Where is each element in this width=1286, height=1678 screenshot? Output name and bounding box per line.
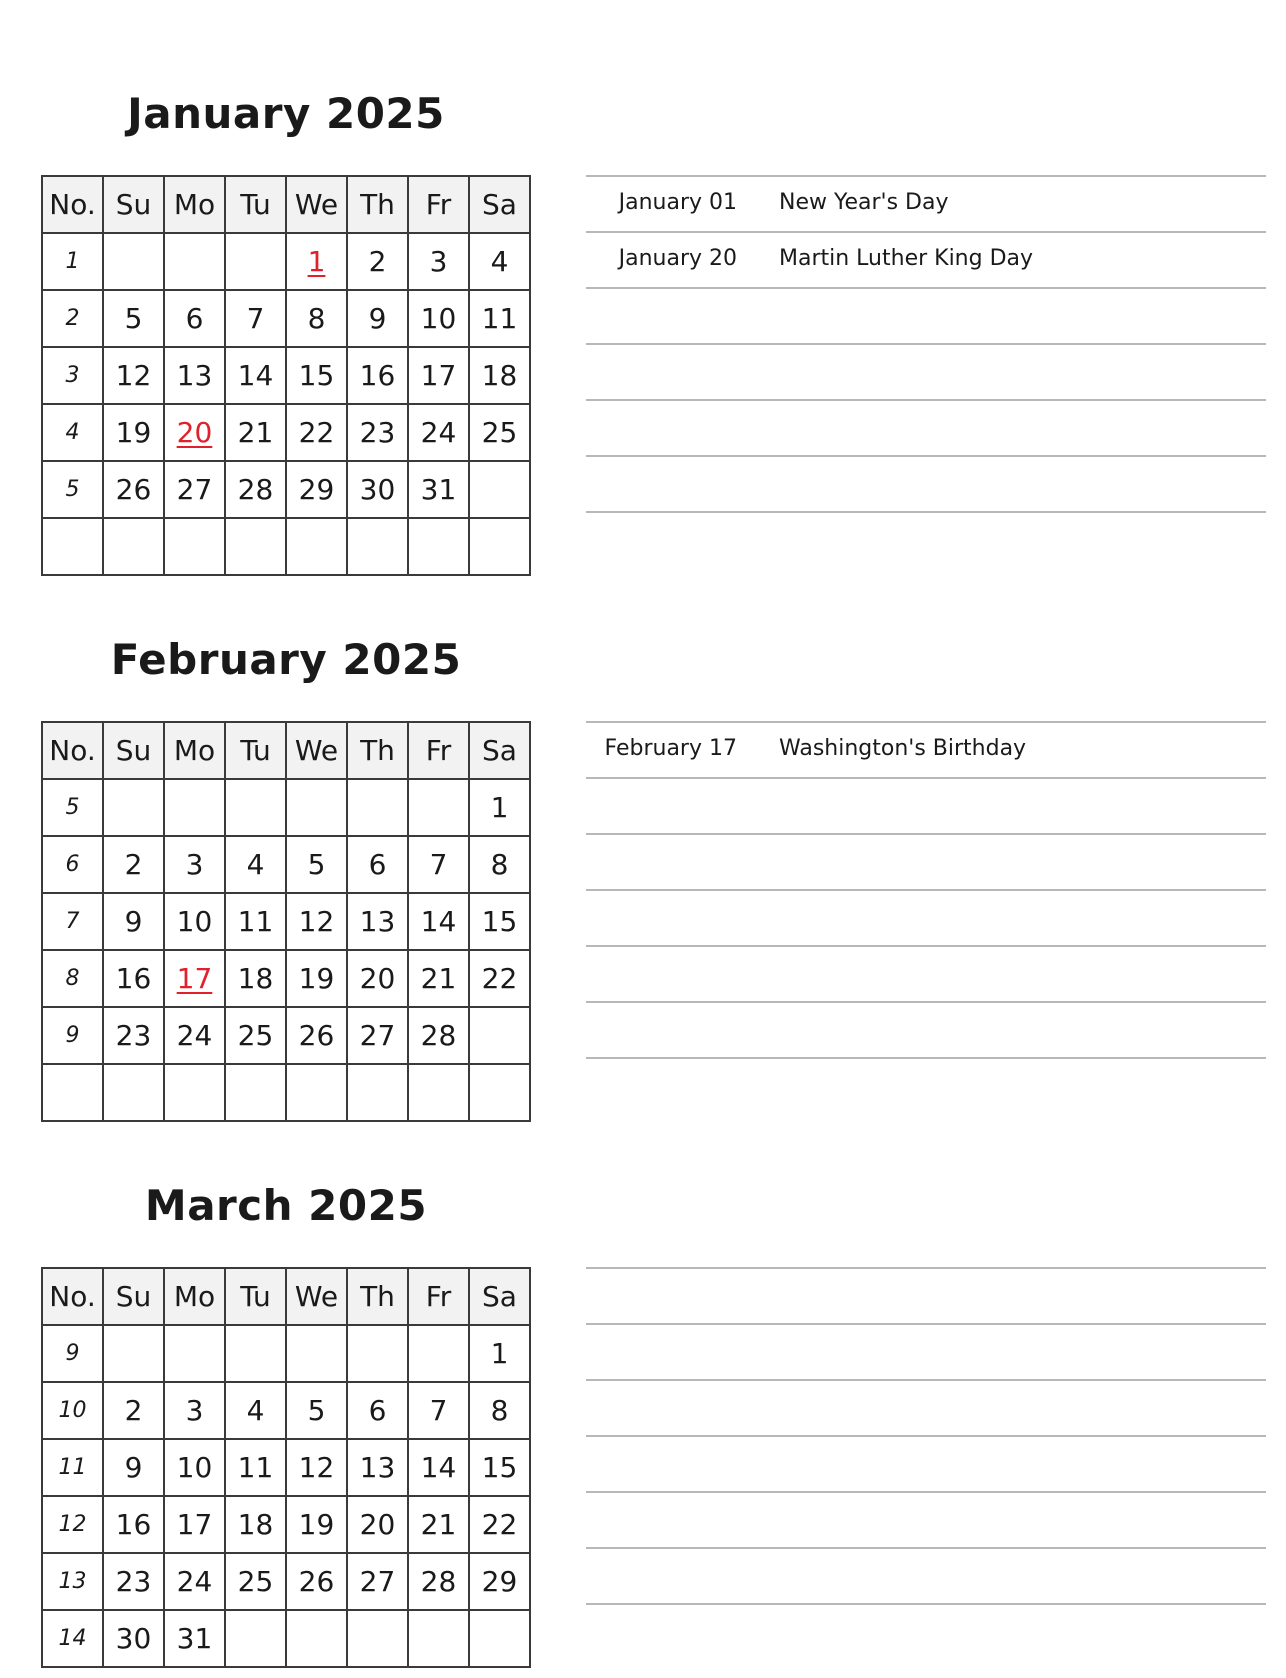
holiday-date: January 01: [618, 190, 737, 215]
week-number-header: No.: [42, 1268, 103, 1325]
week-number: 1: [42, 233, 103, 290]
note-line: [586, 455, 1266, 511]
week-row: [42, 836, 530, 893]
day-cell: 1: [469, 779, 530, 836]
day-cell: 12: [286, 893, 347, 950]
empty-day-cell: [469, 1610, 530, 1667]
day-cell: 24: [164, 1007, 225, 1064]
weekday-header: Mo: [164, 176, 225, 233]
weekday-header: Sa: [469, 1268, 530, 1325]
week-number: 7: [42, 893, 103, 950]
month-title: February 2025: [110, 635, 462, 684]
weekday-header: We: [286, 722, 347, 779]
month-block-2: [0, 546, 1286, 1092]
month-block-3: [0, 1092, 1286, 1655]
day-cell: 18: [225, 950, 286, 1007]
month-title: January 2025: [127, 89, 445, 138]
day-cell: 4: [469, 233, 530, 290]
note-line: [586, 399, 1266, 455]
note-line: [586, 721, 1266, 777]
holiday-notes-list: [586, 721, 1266, 1059]
day-cell: 14: [408, 893, 469, 950]
week-row: [42, 461, 530, 518]
week-number: 5: [42, 461, 103, 518]
note-line: [586, 175, 1266, 231]
day-cell: 17: [408, 347, 469, 404]
weekday-header-row: [42, 722, 530, 779]
week-row: [42, 1553, 530, 1610]
note-line: [586, 945, 1266, 1001]
weekday-header: We: [286, 176, 347, 233]
day-cell: 19: [286, 950, 347, 1007]
day-cell: 16: [103, 950, 164, 1007]
day-cell: 9: [103, 1439, 164, 1496]
weekday-header: Mo: [164, 722, 225, 779]
day-cell: 22: [469, 1496, 530, 1553]
day-cell: 21: [408, 950, 469, 1007]
day-cell: 4: [225, 1382, 286, 1439]
weekday-header: Tu: [225, 176, 286, 233]
day-cell: 7: [408, 836, 469, 893]
empty-day-cell: [408, 779, 469, 836]
weekday-header-row: [42, 1268, 530, 1325]
weekday-header: Th: [347, 722, 408, 779]
empty-day-cell: [225, 1610, 286, 1667]
empty-day-cell: [225, 233, 286, 290]
day-cell: 6: [347, 836, 408, 893]
day-cell: 26: [286, 1007, 347, 1064]
day-cell: 31: [164, 1610, 225, 1667]
day-cell: 11: [469, 290, 530, 347]
holiday-day-number: 1: [307, 244, 326, 278]
weekday-header: Sa: [469, 176, 530, 233]
weekday-header: We: [286, 1268, 347, 1325]
day-cell: 23: [347, 404, 408, 461]
weekday-header: Su: [103, 1268, 164, 1325]
day-cell: 31: [408, 461, 469, 518]
holiday-day-cell: [164, 404, 225, 461]
day-cell: 26: [103, 461, 164, 518]
day-cell: 8: [469, 1382, 530, 1439]
week-row: [42, 893, 530, 950]
empty-day-cell: [225, 779, 286, 836]
day-cell: 13: [347, 893, 408, 950]
week-number: 2: [42, 290, 103, 347]
day-cell: 9: [347, 290, 408, 347]
holiday-notes-list: [586, 1267, 1266, 1605]
day-cell: 20: [347, 1496, 408, 1553]
week-row: [42, 233, 530, 290]
empty-day-cell: [164, 233, 225, 290]
month-calendar-grid: [41, 1267, 531, 1668]
day-cell: 8: [286, 290, 347, 347]
day-cell: 29: [286, 461, 347, 518]
day-cell: 21: [225, 404, 286, 461]
day-cell: 28: [408, 1553, 469, 1610]
day-cell: 16: [103, 1496, 164, 1553]
week-row: [42, 1496, 530, 1553]
day-cell: 13: [347, 1439, 408, 1496]
day-cell: 2: [103, 836, 164, 893]
day-cell: 3: [164, 836, 225, 893]
note-line: [586, 833, 1266, 889]
day-cell: 1: [469, 1325, 530, 1382]
note-line: [586, 1001, 1266, 1057]
day-cell: 6: [164, 290, 225, 347]
day-cell: 2: [347, 233, 408, 290]
note-line: [586, 1379, 1266, 1435]
day-cell: 25: [469, 404, 530, 461]
note-line: [586, 1603, 1266, 1605]
day-cell: 29: [469, 1553, 530, 1610]
week-number-header: No.: [42, 176, 103, 233]
note-line: [586, 511, 1266, 513]
week-number: 10: [42, 1382, 103, 1439]
weekday-header: Mo: [164, 1268, 225, 1325]
day-cell: 11: [225, 1439, 286, 1496]
empty-day-cell: [408, 1610, 469, 1667]
day-cell: 15: [469, 1439, 530, 1496]
day-cell: 12: [286, 1439, 347, 1496]
day-cell: 20: [347, 950, 408, 1007]
weekday-header: Tu: [225, 1268, 286, 1325]
empty-day-cell: [469, 461, 530, 518]
week-row: [42, 1382, 530, 1439]
empty-day-cell: [347, 779, 408, 836]
empty-day-cell: [286, 1610, 347, 1667]
day-cell: 28: [408, 1007, 469, 1064]
holiday-name: Martin Luther King Day: [779, 246, 1034, 271]
empty-day-cell: [286, 779, 347, 836]
day-cell: 7: [225, 290, 286, 347]
holiday-day-number: 20: [176, 415, 213, 449]
month-calendar-grid: [41, 721, 531, 1122]
empty-day-cell: [103, 1325, 164, 1382]
day-cell: 2: [103, 1382, 164, 1439]
week-row: [42, 1007, 530, 1064]
day-cell: 30: [103, 1610, 164, 1667]
day-cell: 18: [469, 347, 530, 404]
holiday-notes-list: [586, 175, 1266, 513]
empty-day-cell: [347, 1610, 408, 1667]
empty-day-cell: [408, 1325, 469, 1382]
day-cell: 15: [469, 893, 530, 950]
day-cell: 4: [225, 836, 286, 893]
empty-day-cell: [469, 1007, 530, 1064]
day-cell: 23: [103, 1007, 164, 1064]
day-cell: 25: [225, 1007, 286, 1064]
day-cell: 10: [164, 893, 225, 950]
day-cell: 12: [103, 347, 164, 404]
month-calendar-grid: [41, 175, 531, 576]
week-row: [42, 347, 530, 404]
day-cell: 23: [103, 1553, 164, 1610]
day-cell: 28: [225, 461, 286, 518]
day-cell: 22: [469, 950, 530, 1007]
day-cell: 8: [469, 836, 530, 893]
day-cell: 30: [347, 461, 408, 518]
weekday-header: Su: [103, 722, 164, 779]
weekday-header: Th: [347, 176, 408, 233]
week-number: 11: [42, 1439, 103, 1496]
week-number: 6: [42, 836, 103, 893]
week-number: 5: [42, 779, 103, 836]
week-number: 9: [42, 1007, 103, 1064]
holiday-date: February 17: [604, 736, 737, 761]
day-cell: 24: [164, 1553, 225, 1610]
month-block-1: [0, 0, 1286, 546]
week-number: 14: [42, 1610, 103, 1667]
note-line: [586, 1057, 1266, 1059]
day-cell: 7: [408, 1382, 469, 1439]
note-line: [586, 287, 1266, 343]
weekday-header: Fr: [408, 722, 469, 779]
holiday-day-cell: [286, 233, 347, 290]
note-line: [586, 889, 1266, 945]
day-cell: 13: [164, 347, 225, 404]
note-line: [586, 231, 1266, 287]
week-number-header: No.: [42, 722, 103, 779]
holiday-date: January 20: [618, 246, 737, 271]
holiday-day-number: 17: [176, 961, 213, 995]
empty-day-cell: [347, 1325, 408, 1382]
day-cell: 27: [347, 1007, 408, 1064]
week-number: 3: [42, 347, 103, 404]
week-number: 8: [42, 950, 103, 1007]
holiday-name: New Year's Day: [779, 190, 949, 215]
day-cell: 27: [164, 461, 225, 518]
day-cell: 14: [408, 1439, 469, 1496]
weekday-header: Tu: [225, 722, 286, 779]
day-cell: 26: [286, 1553, 347, 1610]
day-cell: 27: [347, 1553, 408, 1610]
note-line: [586, 777, 1266, 833]
week-number: 9: [42, 1325, 103, 1382]
weekday-header: Fr: [408, 1268, 469, 1325]
day-cell: 3: [164, 1382, 225, 1439]
month-title: March 2025: [144, 1181, 428, 1230]
weekday-header-row: [42, 176, 530, 233]
day-cell: 10: [408, 290, 469, 347]
week-row: [42, 950, 530, 1007]
weekday-header: Fr: [408, 176, 469, 233]
note-line: [586, 1547, 1266, 1603]
day-cell: 14: [225, 347, 286, 404]
day-cell: 17: [164, 1496, 225, 1553]
holiday-name: Washington's Birthday: [779, 736, 1027, 761]
note-line: [586, 1267, 1266, 1323]
week-number: 12: [42, 1496, 103, 1553]
day-cell: 15: [286, 347, 347, 404]
day-cell: 18: [225, 1496, 286, 1553]
day-cell: 10: [164, 1439, 225, 1496]
day-cell: 6: [347, 1382, 408, 1439]
empty-day-cell: [164, 779, 225, 836]
week-number: 13: [42, 1553, 103, 1610]
week-row: [42, 779, 530, 836]
empty-day-cell: [225, 1325, 286, 1382]
day-cell: 19: [286, 1496, 347, 1553]
empty-day-cell: [164, 1325, 225, 1382]
day-cell: 24: [408, 404, 469, 461]
weekday-header: Th: [347, 1268, 408, 1325]
day-cell: 21: [408, 1496, 469, 1553]
day-cell: 11: [225, 893, 286, 950]
week-row: [42, 1439, 530, 1496]
day-cell: 5: [286, 1382, 347, 1439]
day-cell: 5: [103, 290, 164, 347]
week-row: [42, 404, 530, 461]
note-line: [586, 1323, 1266, 1379]
week-number: 4: [42, 404, 103, 461]
day-cell: 5: [286, 836, 347, 893]
weekday-header: Su: [103, 176, 164, 233]
empty-day-cell: [286, 1325, 347, 1382]
week-row: [42, 1325, 530, 1382]
day-cell: 16: [347, 347, 408, 404]
day-cell: 3: [408, 233, 469, 290]
week-row: [42, 290, 530, 347]
empty-day-cell: [103, 779, 164, 836]
holiday-day-cell: [164, 950, 225, 1007]
note-line: [586, 343, 1266, 399]
day-cell: 22: [286, 404, 347, 461]
note-line: [586, 1435, 1266, 1491]
day-cell: 25: [225, 1553, 286, 1610]
week-row: [42, 1610, 530, 1667]
day-cell: 19: [103, 404, 164, 461]
weekday-header: Sa: [469, 722, 530, 779]
note-line: [586, 1491, 1266, 1547]
empty-day-cell: [103, 233, 164, 290]
day-cell: 9: [103, 893, 164, 950]
